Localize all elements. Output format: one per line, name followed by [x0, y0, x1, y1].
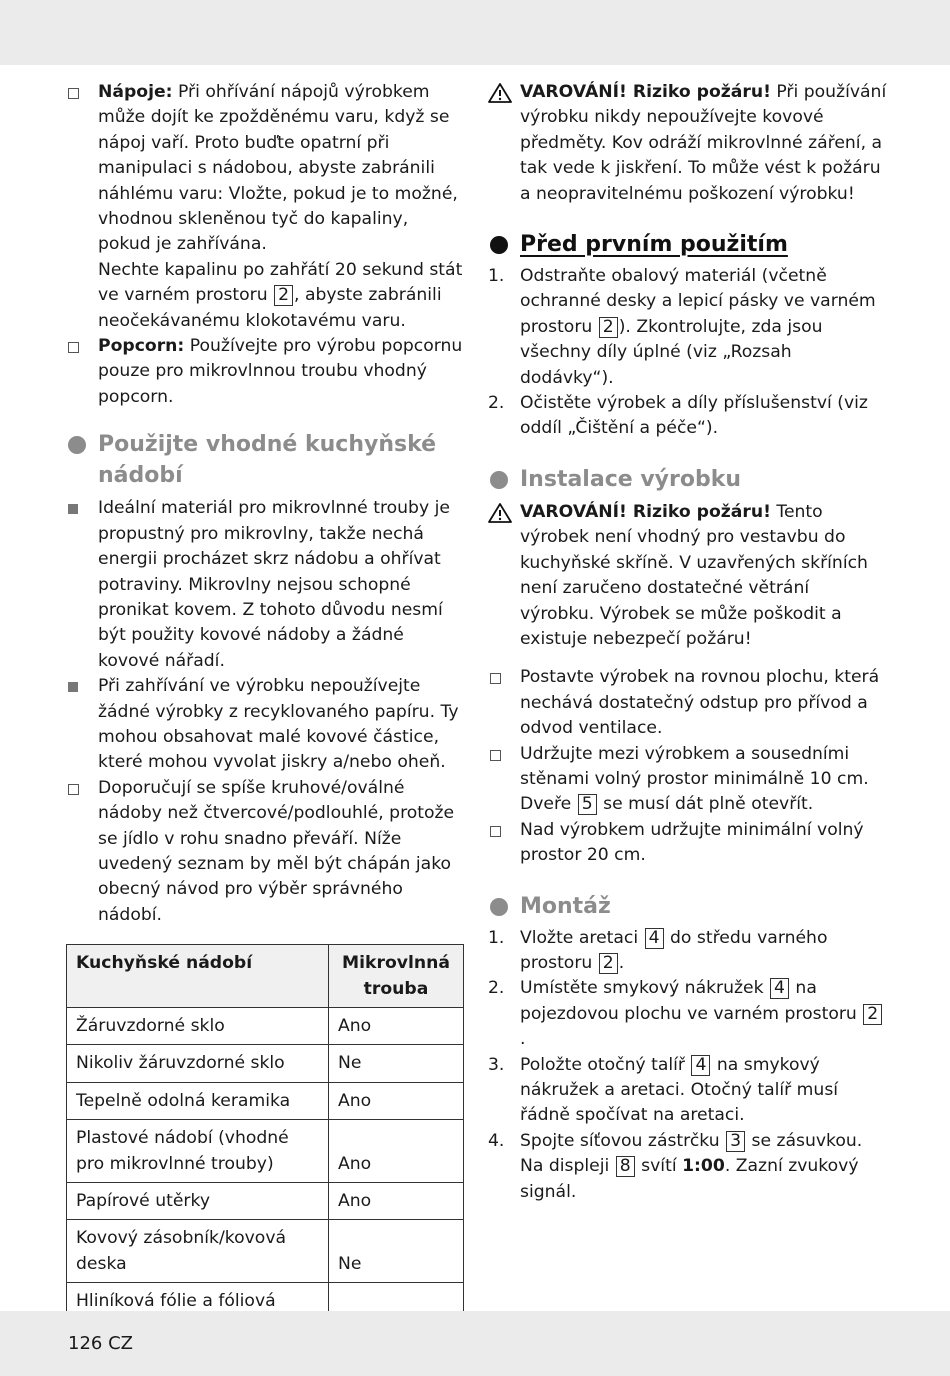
list-item-material: [66, 496, 464, 674]
step-number: 3.: [488, 1054, 505, 1075]
first-use-step-2: [488, 391, 888, 442]
table-row: [67, 1120, 464, 1183]
cell-microwave: Ano: [329, 1183, 464, 1220]
heading-text: Montáž: [520, 893, 611, 919]
step-text: na smykový nákružek a aretaci. Otočný talíř musí řádně spočívat na aretaci.: [520, 1054, 839, 1126]
table-row: [67, 1045, 464, 1082]
popcorn-text: Používejte pro výrobu popcornu pouze pro mikrovlnnou troubu vhodný popcorn.: [98, 336, 463, 407]
table-row: [67, 1220, 464, 1283]
bullet-dot-icon: [490, 236, 508, 254]
step-text: na pojezdovou plochu ve varném prostoru: [520, 978, 863, 1024]
step-text: .: [520, 1029, 526, 1050]
napoje-text-2a: Nechte kapalinu po zahřátí 20 sekund stát ve varném prostoru: [98, 259, 463, 306]
heading-text: Použijte vhodné kuchyňské nádobí: [98, 432, 437, 489]
install-text: Postavte výrobek na rovnou plochu, která nechává dostatečný odstup pro přívod a odvod ventilace.: [520, 667, 880, 739]
bullet-text: Při zahřívání ve výrobku nepoužívejte žádné výrobky z recyklovaného papíru. Ty mohou obsahovat malé kovové částice, které mohou vyvolat jiskry a/nebo oheň.: [98, 676, 459, 773]
part-ref: 4: [645, 928, 664, 949]
table-header-row: [67, 945, 464, 1008]
list-item-paper: [66, 674, 464, 776]
table-row: [67, 1082, 464, 1119]
bullet-text: Ideální materiál pro mikrovlnné trouby je propustný pro mikrovlny, takže nechá energii procházet skrz nádobu a ohřívat potraviny. Mikrovlny nejsou schopné pronikat kovem. Z tohoto důvodu nesmí být použity kovové nádoby a žádné kovové nářadí.: [98, 498, 450, 671]
table-body: [67, 1008, 464, 1346]
section-heading-installation: [488, 464, 888, 495]
cell-microwave: Ne: [329, 1045, 464, 1082]
install-text: se musí dát plně otevřít.: [597, 794, 814, 815]
heading-text: Instalace výrobku: [520, 466, 741, 492]
warning-fire-metal: [488, 80, 888, 207]
cell-cookware: Nikoliv žáruvzdorné sklo: [67, 1045, 329, 1082]
napoje-text-2b: , abyste zabránili neočekávanému klokotavému varu.: [98, 285, 442, 331]
first-use-step-1: [488, 264, 888, 391]
assembly-step-3: [488, 1053, 888, 1129]
warning-triangle-icon: [488, 83, 512, 103]
list-item-shape: [66, 776, 464, 928]
install-text: Nad výrobkem udržujte minimální volný prostor 20 cm.: [520, 819, 864, 866]
warning-label: VAROVÁNÍ! Riziko požáru!: [520, 82, 771, 102]
step-number: 1.: [488, 927, 505, 948]
step-number: 1.: [488, 266, 505, 287]
cell-cookware: Hliníková fólie a fóliová: [67, 1283, 329, 1346]
step-text: Položte otočný talíř: [520, 1054, 691, 1075]
heading-text: Před prvním použitím: [520, 232, 788, 258]
assembly-step-1: [488, 926, 888, 977]
install-item-1: [488, 665, 888, 741]
cell-cookware: Žáruvzdorné sklo: [67, 1008, 329, 1045]
step-text: Očistěte výrobek a díly příslušenství (viz oddíl „Čištění a péče“).: [520, 393, 868, 439]
step-text: .: [618, 952, 625, 973]
cell-cookware: Papírové utěrky: [67, 1183, 329, 1220]
part-ref: 2: [274, 285, 293, 306]
left-column: [66, 80, 464, 1346]
warning-text: Při používání výrobku nikdy nepoužívejte kovové předměty. Kov odráží mikrovlnné záření, a tak vede k jiskření. To může vést k požáru a neopravitelnému poškození výrobku!: [520, 82, 887, 204]
step-text: do středu varného prostoru: [520, 927, 828, 973]
cell-microwave: Ano: [329, 1008, 464, 1045]
cell-cookware: Plastové nádobí (vhodné pro mikrovlnné trouby): [67, 1120, 329, 1183]
cell-microwave: Ne: [329, 1220, 464, 1283]
square-bullet-icon: [68, 504, 78, 514]
bullet-dot-icon: [490, 471, 508, 489]
checkbox-bullet-icon: [68, 88, 79, 99]
part-ref: 4: [691, 1055, 710, 1076]
warning-triangle-icon: [488, 503, 512, 523]
assembly-step-4: [488, 1129, 888, 1205]
section-heading-kitchenware: [66, 429, 464, 491]
step-text: ). Zkontrolujte, zda jsou všechny díly úplné (viz „Rozsah dodávky“).: [520, 316, 823, 388]
list-item-napoje: [66, 80, 464, 334]
part-ref: 4: [770, 978, 789, 999]
cookware-table: [66, 944, 464, 1346]
display-value: 1:00: [682, 1156, 725, 1177]
part-ref: 2: [863, 1004, 882, 1025]
bullet-text: Doporučují se spíše kruhové/oválné nádoby než čtvercové/podlouhlé, protože se jídlo v rohu snadno převáří. Níže uvedený seznam by měl být chápán jako obecný návod pro výběr správného nádobí.: [98, 777, 455, 925]
step-text: Spojte síťovou zástrčku: [520, 1130, 726, 1151]
checkbox-bullet-icon: [490, 750, 501, 761]
bullet-dot-icon: [490, 898, 508, 916]
install-text: Udržujte mezi výrobkem a sousedními stěnami volný prostor minimálně 10 cm. Dveře: [520, 743, 869, 815]
table-row: [67, 1008, 464, 1045]
step-text: Umístěte smykový nákružek: [520, 978, 770, 999]
popcorn-label: Popcorn:: [98, 336, 185, 357]
step-text: Vložte aretaci: [520, 927, 644, 948]
square-bullet-icon: [68, 682, 78, 692]
cell-microwave: Ano: [329, 1082, 464, 1119]
install-item-2: [488, 742, 888, 818]
part-ref: 5: [578, 794, 597, 815]
warning-fire-cabinet: [488, 500, 888, 652]
warning-label: VAROVÁNÍ! Riziko požáru!: [520, 501, 771, 522]
install-item-3: [488, 818, 888, 869]
bullet-dot-icon: [68, 436, 86, 454]
checkbox-bullet-icon: [490, 826, 501, 837]
step-text: se zásuvkou. Na displeji: [520, 1130, 863, 1177]
napoje-text: Při ohřívání nápojů výrobkem může dojít ke zpožděnému varu, když se nápoj vaří. Proto buďte opatrní při manipulaci s nádobou, abyste zabránili náhlému varu: Vložte, pokud je to možné, vhodnou skleněnou tyč do kapaliny, pokud je zahřívána.: [98, 82, 458, 255]
table-header-cookware: Kuchyňské nádobí: [67, 945, 329, 1008]
cell-cookware: Tepelně odolná keramika: [67, 1082, 329, 1119]
top-band: [0, 0, 950, 65]
bottom-band: [0, 1311, 950, 1376]
part-ref: 2: [599, 317, 618, 338]
cell-microwave: Ano: [329, 1120, 464, 1183]
table-row: [67, 1183, 464, 1220]
step-text: svítí: [635, 1156, 683, 1177]
checkbox-bullet-icon: [68, 784, 79, 795]
checkbox-bullet-icon: [68, 342, 79, 353]
cell-cookware: Kovový zásobník/kovová deska: [67, 1220, 329, 1283]
table-header-microwave: Mikrovlnná trouba: [329, 945, 464, 1008]
section-heading-first-use: [488, 229, 888, 260]
warning-text: Tento výrobek není vhodný pro vestavbu do kuchyňské skříně. V uzavřených skříních není zaručeno dostatečné větrání výrobku. Výrobek se může poškodit a existuje nebezpečí požáru!: [520, 501, 868, 649]
right-column: [488, 80, 888, 1205]
step-text: . Zazní zvukový signál.: [520, 1156, 859, 1202]
step-text: Odstraňte obalový materiál (včetně ochranné desky a lepicí pásky ve varném prostoru: [520, 266, 876, 337]
step-number: 2.: [488, 393, 505, 414]
checkbox-bullet-icon: [490, 673, 501, 684]
section-heading-assembly: [488, 891, 888, 922]
assembly-step-2: [488, 976, 888, 1052]
step-number: 2.: [488, 978, 505, 999]
list-item-popcorn: [66, 334, 464, 410]
page-number: 126 CZ: [68, 1333, 133, 1354]
part-ref: 2: [599, 953, 618, 974]
part-ref: 3: [726, 1131, 745, 1152]
part-ref: 8: [616, 1156, 635, 1177]
napoje-label: Nápoje:: [98, 82, 173, 102]
step-number: 4.: [488, 1130, 505, 1151]
